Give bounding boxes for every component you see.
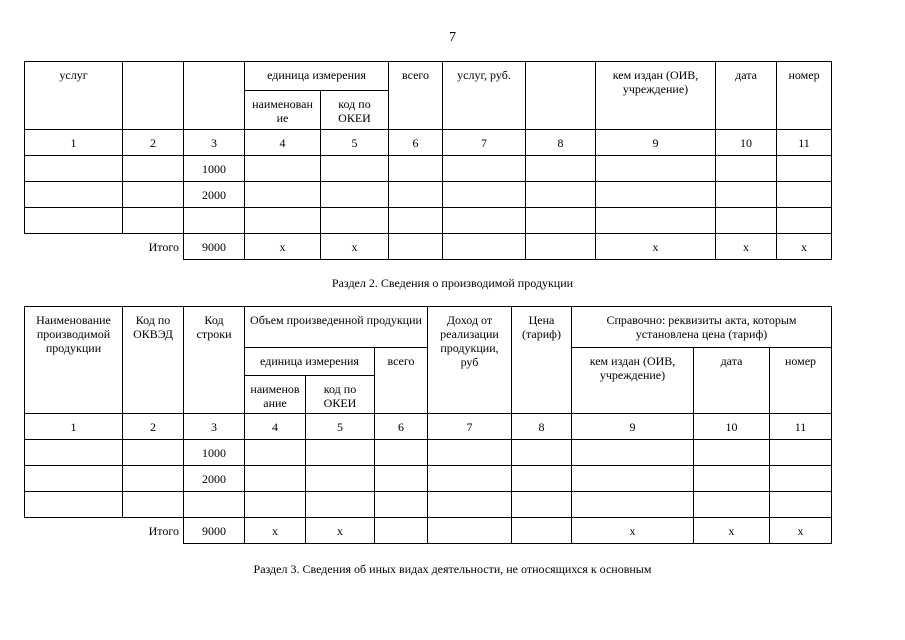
total-cell: x [245, 234, 321, 260]
header-col-2 [123, 62, 184, 130]
header-volume-group: Объем произведенной продукции [245, 307, 428, 348]
header-okei-code: код по ОКЕИ [306, 376, 375, 414]
column-number: 2 [123, 414, 184, 440]
table-row [25, 182, 832, 208]
row-code-cell: 2000 [184, 182, 245, 208]
header-total: всего [389, 62, 443, 130]
table-cell [389, 156, 443, 182]
column-number: 9 [596, 130, 716, 156]
table-row [25, 208, 832, 234]
column-number: 3 [184, 414, 245, 440]
header-unit-group: единица измерения [245, 348, 375, 376]
total-row [25, 234, 832, 260]
table-row [25, 440, 832, 466]
table-cell [443, 182, 526, 208]
table-cell [526, 182, 596, 208]
total-cell: x [770, 518, 832, 544]
table-cell [245, 156, 321, 182]
header-unit-name: наименов ание [245, 376, 306, 414]
column-number: 11 [777, 130, 832, 156]
table-cell [777, 182, 832, 208]
total-cell [526, 234, 596, 260]
table-cell [321, 182, 389, 208]
header-col-8 [526, 62, 596, 130]
column-number: 5 [306, 414, 375, 440]
table-cell [375, 492, 428, 518]
table-cell [245, 440, 306, 466]
header-product-name: Наименование производимой продукции [25, 307, 123, 414]
table-cell [25, 466, 123, 492]
table-cell [123, 466, 184, 492]
total-cell: x [245, 518, 306, 544]
table-cell [245, 208, 321, 234]
column-number: 6 [389, 130, 443, 156]
table-cell [770, 466, 832, 492]
column-number: 7 [428, 414, 512, 440]
column-number: 9 [572, 414, 694, 440]
header-issued-by: кем издан (ОИВ, учреждение) [596, 62, 716, 130]
table-cell [123, 156, 184, 182]
total-cell [375, 518, 428, 544]
table-cell [572, 440, 694, 466]
table-cell [512, 440, 572, 466]
table-cell [596, 156, 716, 182]
table-cell [25, 182, 123, 208]
total-cell [389, 234, 443, 260]
header-date: дата [694, 348, 770, 414]
row-code-cell: 2000 [184, 466, 245, 492]
table-cell [512, 492, 572, 518]
header-services-rub: услуг, руб. [443, 62, 526, 130]
header-income: Доход от реализации продукции, руб [428, 307, 512, 414]
table-cell [375, 440, 428, 466]
column-number: 1 [25, 414, 123, 440]
production-table [24, 306, 832, 544]
row-code-cell: 1000 [184, 440, 245, 466]
table-cell [428, 492, 512, 518]
header-unit-group: единица измерения [245, 62, 389, 91]
table-cell [526, 156, 596, 182]
table-cell [321, 156, 389, 182]
column-number: 3 [184, 130, 245, 156]
total-code-cell: 9000 [184, 234, 245, 260]
table-row [25, 466, 832, 492]
column-number: 7 [443, 130, 526, 156]
table-cell [389, 208, 443, 234]
table-cell [389, 182, 443, 208]
total-label: Итого [148, 239, 179, 254]
table-cell [375, 466, 428, 492]
header-okved-code: Код по ОКВЭД [123, 307, 184, 414]
table-cell [123, 492, 184, 518]
column-number: 2 [123, 130, 184, 156]
total-cell: x [572, 518, 694, 544]
table-cell [596, 208, 716, 234]
total-cell: x [716, 234, 777, 260]
column-number: 1 [25, 130, 123, 156]
header-services: услуг [25, 62, 123, 130]
total-cell [443, 234, 526, 260]
header-reference-group: Справочно: реквизиты акта, которым установлена цена (тариф) [572, 307, 832, 348]
total-code-cell: 9000 [184, 518, 245, 544]
table-cell [25, 492, 123, 518]
column-number: 4 [245, 414, 306, 440]
total-cell: x [777, 234, 832, 260]
header-number: номер [770, 348, 832, 414]
table-cell [25, 440, 123, 466]
header-date: дата [716, 62, 777, 130]
table-cell [25, 208, 123, 234]
table-cell [306, 492, 375, 518]
header-price: Цена (тариф) [512, 307, 572, 414]
total-cell [428, 518, 512, 544]
total-row [25, 518, 832, 544]
table-cell [25, 156, 123, 182]
header-col-3 [184, 62, 245, 130]
header-unit-name: наименован ие [245, 91, 321, 130]
table-cell [716, 208, 777, 234]
table-cell [777, 208, 832, 234]
total-label: Итого [148, 523, 179, 538]
total-cell: x [596, 234, 716, 260]
table-cell [512, 466, 572, 492]
column-number: 6 [375, 414, 428, 440]
total-cell: x [306, 518, 375, 544]
table-cell [770, 492, 832, 518]
table-cell [716, 182, 777, 208]
total-cell: x [694, 518, 770, 544]
table-cell [428, 440, 512, 466]
table-cell [306, 440, 375, 466]
column-number: 11 [770, 414, 832, 440]
table-cell [123, 440, 184, 466]
column-number: 10 [694, 414, 770, 440]
row-code-cell: 1000 [184, 156, 245, 182]
table-cell [306, 466, 375, 492]
column-number: 5 [321, 130, 389, 156]
table-cell [777, 156, 832, 182]
services-table [24, 61, 832, 260]
table-cell [123, 208, 184, 234]
table-cell [694, 440, 770, 466]
table-cell [245, 466, 306, 492]
column-number: 4 [245, 130, 321, 156]
table-cell [526, 208, 596, 234]
table-cell [443, 156, 526, 182]
table-cell [694, 466, 770, 492]
table-cell [428, 466, 512, 492]
column-number: 8 [526, 130, 596, 156]
table-row [25, 156, 832, 182]
table-cell [572, 492, 694, 518]
section-2-heading: Раздел 2. Сведения о производимой продукции [331, 276, 574, 290]
header-number: номер [777, 62, 832, 130]
page-number: 7 [449, 30, 456, 45]
total-cell: x [321, 234, 389, 260]
table-cell [245, 182, 321, 208]
table-cell [694, 492, 770, 518]
table-cell [770, 440, 832, 466]
column-number: 10 [716, 130, 777, 156]
section-3-heading: Раздел 3. Сведения об иных видах деятельности, не относящихся к основным [253, 562, 652, 576]
header-row-code: Код строки [184, 307, 245, 414]
table-cell [245, 492, 306, 518]
table-cell [596, 182, 716, 208]
table-cell [321, 208, 389, 234]
row-code-cell [184, 208, 245, 234]
column-number: 8 [512, 414, 572, 440]
row-code-cell [184, 492, 245, 518]
header-total: всего [375, 348, 428, 414]
table-cell [123, 182, 184, 208]
table-cell [443, 208, 526, 234]
table-cell [716, 156, 777, 182]
table-cell [572, 466, 694, 492]
table-row [25, 492, 832, 518]
header-okei-code: код по ОКЕИ [321, 91, 389, 130]
header-issued-by: кем издан (ОИВ, учреждение) [572, 348, 694, 414]
total-cell [512, 518, 572, 544]
